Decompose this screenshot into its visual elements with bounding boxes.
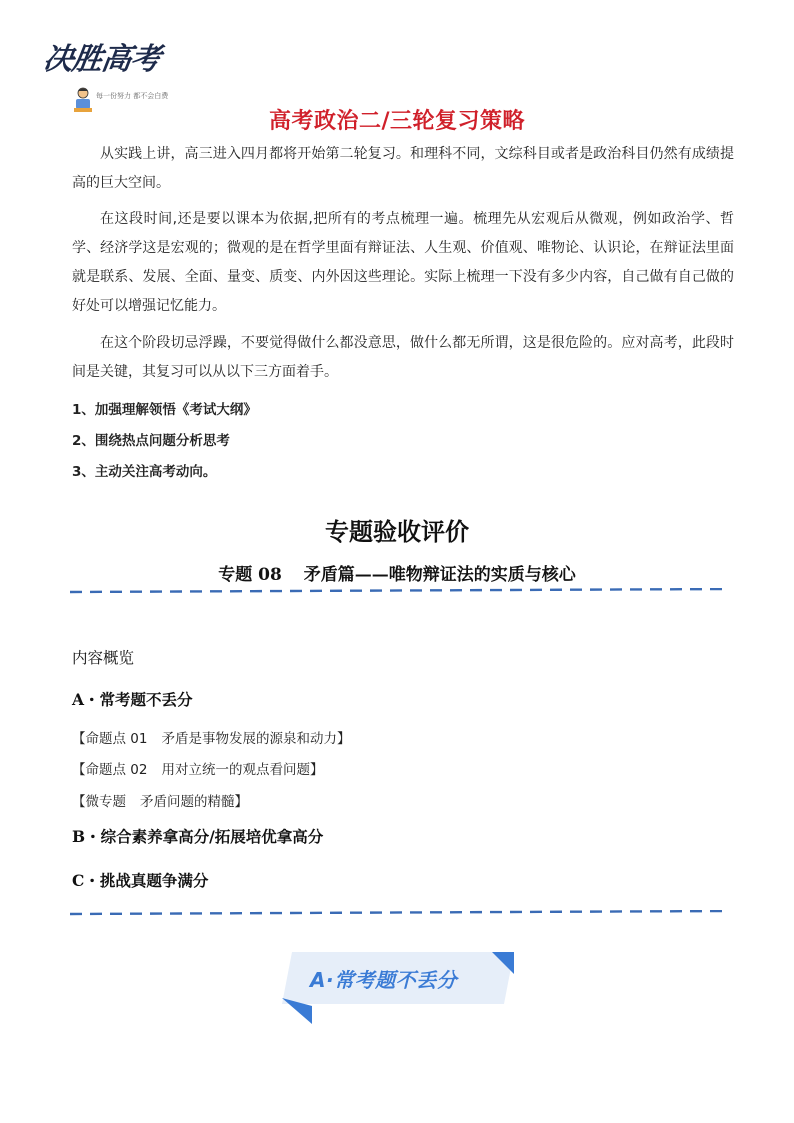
section-subtitle xyxy=(0,560,794,585)
logo-text: 决胜高考 xyxy=(41,42,162,77)
point-text: 矛盾是事物发展的源泉和动力】 xyxy=(161,731,351,747)
dashed-divider xyxy=(70,588,728,594)
point-tag: 【命题点 02 xyxy=(72,762,148,778)
proposition-point xyxy=(72,727,350,747)
intro-paragraph-1: 从实践上讲，高三进入四月都将开始第二轮复习。和理科不同，文综科目或者是政治科目仍然有成绩提高的巨大空间。 xyxy=(72,146,734,191)
logo-slogan: 每一份努力 都不会白费 xyxy=(96,92,169,100)
category-a: A・常考题不丢分 xyxy=(72,690,193,709)
overview-label: 内容概览 xyxy=(72,649,135,667)
point-text: 矛盾问题的精髓】 xyxy=(140,794,248,810)
intro-paragraph-2: 在这段时间,还是要以课本为依据,把所有的考点梳理一遍。梳理先从宏观后从微观，例如政治学、哲学、经济学这是宏观的；微观的是在哲学里面有辩证法、人生观、价值观、唯物论、认识论，在辩证法里面就是联系、发展、全面、量变、质变、内外因这些理论。实际上梳理一下没有多少内容，自己做有自己做的好处可以增强记忆能力。 xyxy=(72,211,734,314)
topic-code: 专题 08 xyxy=(218,565,282,585)
proposition-point xyxy=(72,758,323,778)
micro-topic-point xyxy=(72,790,248,810)
point-tag: 【微专题 xyxy=(72,794,126,810)
topic-subtitle: 矛盾篇——唯物辩证法的实质与核心 xyxy=(303,565,576,585)
section-banner: A·常考题不丢分 xyxy=(310,968,458,992)
strategy-item: 1、加强理解领悟《考试大纲》 xyxy=(72,402,257,418)
point-tag: 【命题点 01 xyxy=(72,731,148,747)
page-title: 高考政治二/三轮复习策略 xyxy=(268,109,526,134)
strategy-item: 2、围绕热点问题分析思考 xyxy=(72,433,230,449)
section-title: 专题验收评价 xyxy=(325,517,469,546)
dashed-divider xyxy=(70,910,728,916)
category-c: C・挑战真题争满分 xyxy=(72,871,209,890)
point-text: 用对立统一的观点看问题】 xyxy=(161,762,324,778)
strategy-item: 3、主动关注高考动向。 xyxy=(72,464,217,480)
intro-paragraph-3: 在这个阶段切忌浮躁，不要觉得做什么都没意思，做什么都无所谓，这是很危险的。应对高考，此段时间是关键，其复习可以从以下三方面着手。 xyxy=(72,335,734,380)
category-b: B・综合素养拿高分/拓展培优拿高分 xyxy=(72,827,324,846)
